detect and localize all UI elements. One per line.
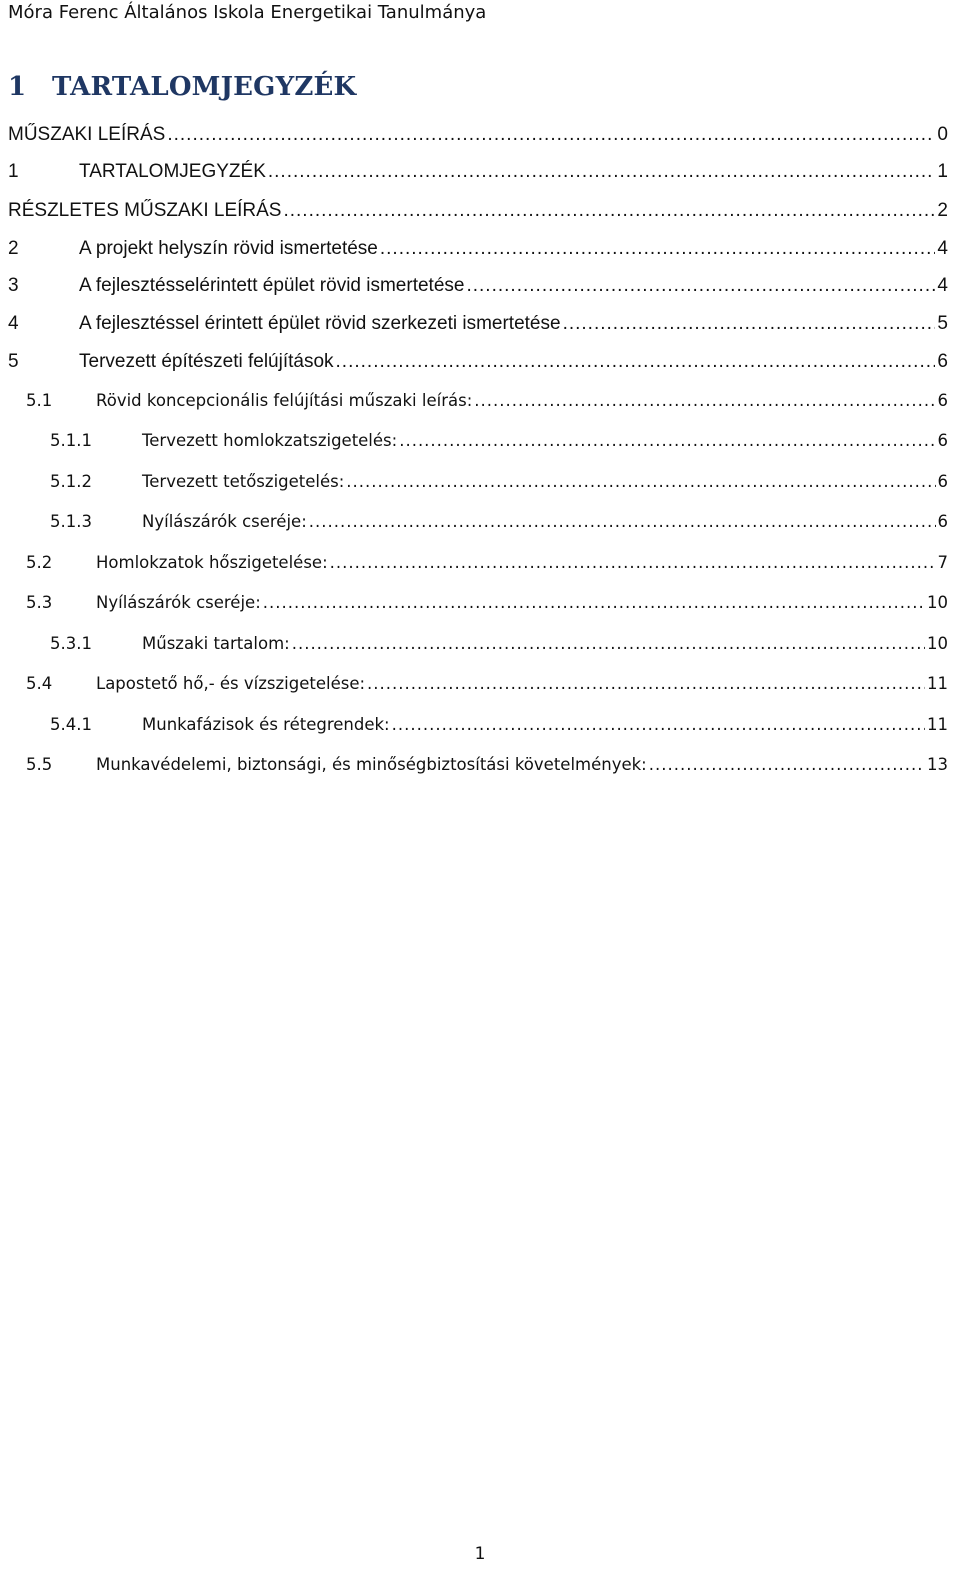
toc-entry[interactable] — [50, 715, 948, 734]
toc-entry[interactable] — [26, 553, 948, 572]
toc-dot-leader — [563, 313, 936, 335]
toc-entry-page: 4 — [937, 238, 948, 259]
toc-dot-leader — [392, 715, 925, 734]
toc-entry-page: 2 — [937, 200, 948, 221]
toc-entry[interactable] — [8, 161, 948, 183]
toc-entry-title: Rövid koncepcionális felújítási műszaki leírás: — [96, 391, 473, 410]
toc-entry[interactable] — [50, 431, 948, 450]
toc-entry-title: A fejlesztésselérintett épület rövid ismertetése — [79, 275, 465, 296]
toc-entry-page: 6 — [937, 512, 948, 531]
toc-entry-number: 5.1.1 — [50, 431, 92, 450]
toc-heading — [8, 72, 356, 102]
toc-entry-title: Tervezett homlokzatszigetelés: — [142, 431, 398, 450]
toc-entry-page: 7 — [937, 553, 948, 572]
toc-entry-number: 5.2 — [26, 553, 53, 572]
toc-entry[interactable] — [8, 313, 948, 335]
toc-entry-title: TARTALOMJEGYZÉK — [79, 161, 266, 182]
page-number: 1 — [474, 1544, 486, 1564]
toc-entry-page: 10 — [927, 634, 948, 653]
toc-entry-title: Tervezett építészeti felújítások — [79, 351, 334, 372]
toc-entry[interactable] — [50, 472, 948, 491]
toc-entry-page: 0 — [937, 124, 948, 145]
toc-entry-title: Munkavédelemi, biztonsági, és minőségbiztosítási követelmények: — [96, 755, 647, 774]
toc-entry-title: A fejlesztéssel érintett épület rövid szerkezeti ismertetése — [79, 313, 561, 334]
toc-entry-title: A projekt helyszín rövid ismertetése — [79, 238, 378, 259]
toc-entry[interactable] — [26, 755, 948, 774]
toc-entry-page: 13 — [927, 755, 948, 774]
toc-dot-leader — [336, 351, 936, 373]
toc-entry-page: 6 — [937, 351, 948, 372]
toc-dot-leader — [309, 512, 936, 531]
toc-entry-title: Műszaki tartalom: — [142, 634, 290, 653]
toc-entry-title: RÉSZLETES MŰSZAKI LEÍRÁS — [8, 200, 282, 221]
toc-entry[interactable] — [26, 391, 948, 410]
toc-dot-leader — [380, 238, 936, 260]
toc-entry[interactable] — [26, 593, 948, 612]
toc-entry[interactable] — [8, 200, 948, 222]
toc-entry-page: 11 — [927, 715, 948, 734]
toc-dot-leader — [330, 553, 936, 572]
toc-entry-page: 6 — [937, 431, 948, 450]
toc-entry-number: 5 — [8, 351, 19, 372]
toc-dot-leader — [167, 124, 935, 146]
toc-entry-page: 10 — [927, 593, 948, 612]
toc-dot-leader — [292, 634, 925, 653]
toc-entry-title: Tervezett tetőszigetelés: — [142, 472, 345, 491]
toc-entry-number: 2 — [8, 238, 19, 259]
toc-dot-leader — [346, 472, 935, 491]
toc-entry[interactable] — [26, 674, 948, 693]
toc-entry-number: 5.3.1 — [50, 634, 92, 653]
toc-dot-leader — [367, 674, 925, 693]
toc-dot-leader — [268, 161, 936, 183]
toc-entry[interactable] — [50, 634, 948, 653]
toc-entry-number: 5.4.1 — [50, 715, 92, 734]
toc-entry-title: Lapostető hő,- és vízszigetelése: — [96, 674, 366, 693]
toc-heading-title: TARTALOMJEGYZÉK — [52, 72, 357, 102]
toc-entry-number: 1 — [8, 161, 19, 182]
toc-entry-number: 3 — [8, 275, 19, 296]
toc-dot-leader — [399, 431, 935, 450]
toc-entry-title: Homlokzatok hőszigetelése: — [96, 553, 328, 572]
toc-entry-page: 5 — [937, 313, 948, 334]
toc-entry-page: 6 — [937, 391, 948, 410]
toc-entry-page: 11 — [927, 674, 948, 693]
toc-entry-title: MŰSZAKI LEÍRÁS — [8, 124, 166, 145]
toc-entry[interactable] — [50, 512, 948, 531]
toc-dot-leader — [283, 200, 935, 222]
toc-entry[interactable] — [8, 238, 948, 260]
toc-entry-page: 1 — [937, 161, 948, 182]
toc-entry-number: 5.4 — [26, 674, 53, 693]
page-header: Móra Ferenc Általános Iskola Energetikai Tanulmánya — [8, 2, 487, 23]
toc-entry[interactable] — [8, 124, 948, 146]
toc-entry-number: 5.1.3 — [50, 512, 92, 531]
toc-heading-number: 1 — [8, 72, 27, 102]
toc-entry-number: 5.5 — [26, 755, 53, 774]
toc-entry-number: 5.1.2 — [50, 472, 92, 491]
toc-entry-number: 5.1 — [26, 391, 53, 410]
toc-entry[interactable] — [8, 351, 948, 373]
toc-entry-number: 4 — [8, 313, 19, 334]
toc-dot-leader — [466, 275, 935, 297]
toc-entry[interactable] — [8, 275, 948, 297]
toc-entry-page: 4 — [937, 275, 948, 296]
toc-dot-leader — [649, 755, 925, 774]
toc-entry-title: Nyílászárók cseréje: — [96, 593, 261, 612]
toc-entry-page: 6 — [937, 472, 948, 491]
toc-dot-leader — [474, 391, 935, 410]
toc-entry-number: 5.3 — [26, 593, 53, 612]
toc-entry-title: Nyílászárók cseréje: — [142, 512, 307, 531]
toc-entry-title: Munkafázisok és rétegrendek: — [142, 715, 390, 734]
toc-dot-leader — [263, 593, 925, 612]
